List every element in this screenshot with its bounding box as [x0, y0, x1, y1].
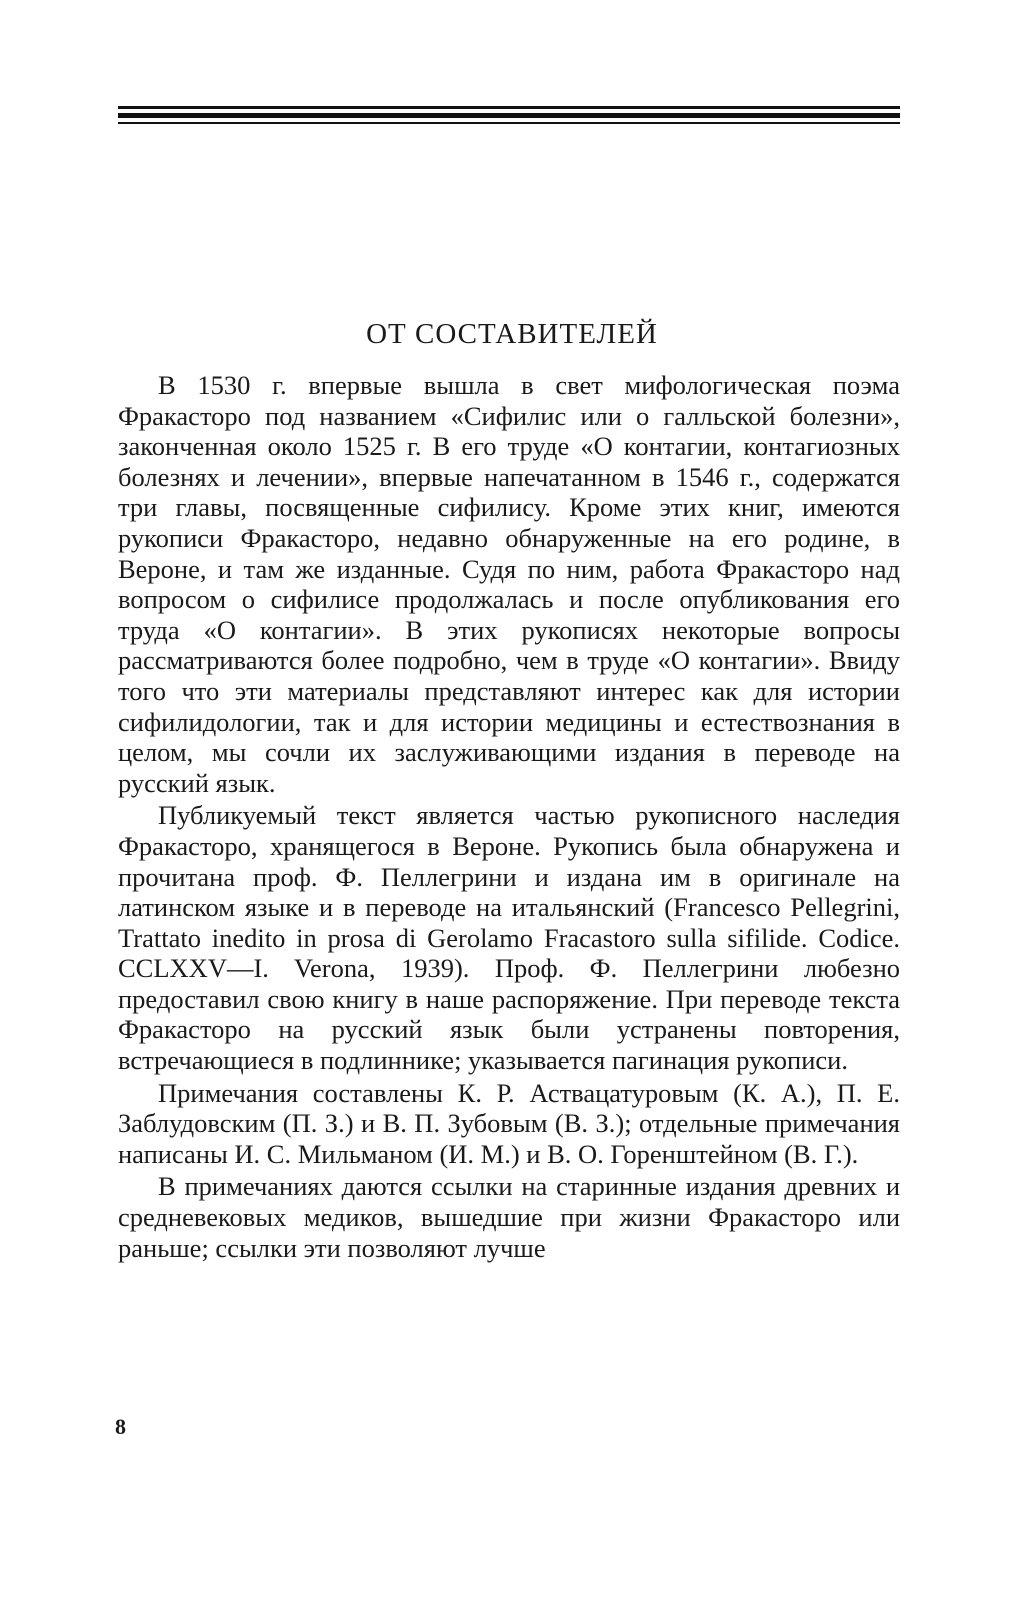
paragraph-1: В 1530 г. впервые вышла в свет мифологическая поэма Фракасторо под названием «Сифилис или о галльской болезни», законченная около 1525 г. В его труде «О контагии, контагиозных болезнях и лечении», впервые напечатанном в 1546 г., содержатся три главы, посвященные сифилису. Кроме этих книг, имеются рукописи Фракасторо, недавно обнаруженные на его родине, в Вероне, и там же изданные. Судя по ним, работа Фракасторо над вопросом о сифилисе продолжалась и после опубликования его труда «О контагии». В этих рукописях некоторые вопросы рассматриваются более подробно, чем в труде «О контагии». Ввиду того что эти материалы представляют интерес как для истории сифилидологии, так и для истории медицины и естествознания в целом, мы сочли их заслуживающими издания в переводе на русский язык.: [118, 370, 900, 798]
paragraph-3: Примечания составлены К. Р. Аствацатуровым (К. А.), П. Е. Заблудовским (П. З.) и В. П. Зубовым (В. З.); отдельные примечания написаны И. С. Мильманом (И. М.) и В. О. Горенштейном (В. Г.).: [118, 1077, 900, 1169]
header-rule-thin-top: [118, 106, 900, 109]
header-rule-thin-bottom: [118, 122, 900, 124]
page-number: 8: [115, 1414, 126, 1439]
paragraph-4: В примечаниях даются ссылки на старинные издания древних и средневековых медиков, вышедшие при жизни Фракасторо или раньше; ссылки эти позволяют лучше: [118, 1171, 900, 1263]
section-title: ОТ СОСТАВИТЕЛЕЙ: [366, 318, 658, 350]
header-rule-thick: [118, 113, 900, 118]
header-rules: [118, 106, 900, 128]
paragraph-2: Публикуемый текст является частью рукописного наследия Фракасторо, хранящегося в Вероне. Рукопись была обнаружена и прочитана проф. Ф. Пеллегрини и издана им в оригинале на латинском языке и в переводе на итальянский (Francesco Pellegrini, Trattato inedito in prosa di Gerolamo Fracastoro sulla sifilide. Codice. CCLXXV—I. Verona, 1939). Проф. Ф. Пеллегрини любезно предоставил свою книгу в наше распоряжение. При переводе текста Фракасторо на русский язык были устранены повторения, встречающиеся в подлиннике; указывается пагинация рукописи.: [118, 800, 900, 1076]
body-text: [118, 370, 900, 1263]
